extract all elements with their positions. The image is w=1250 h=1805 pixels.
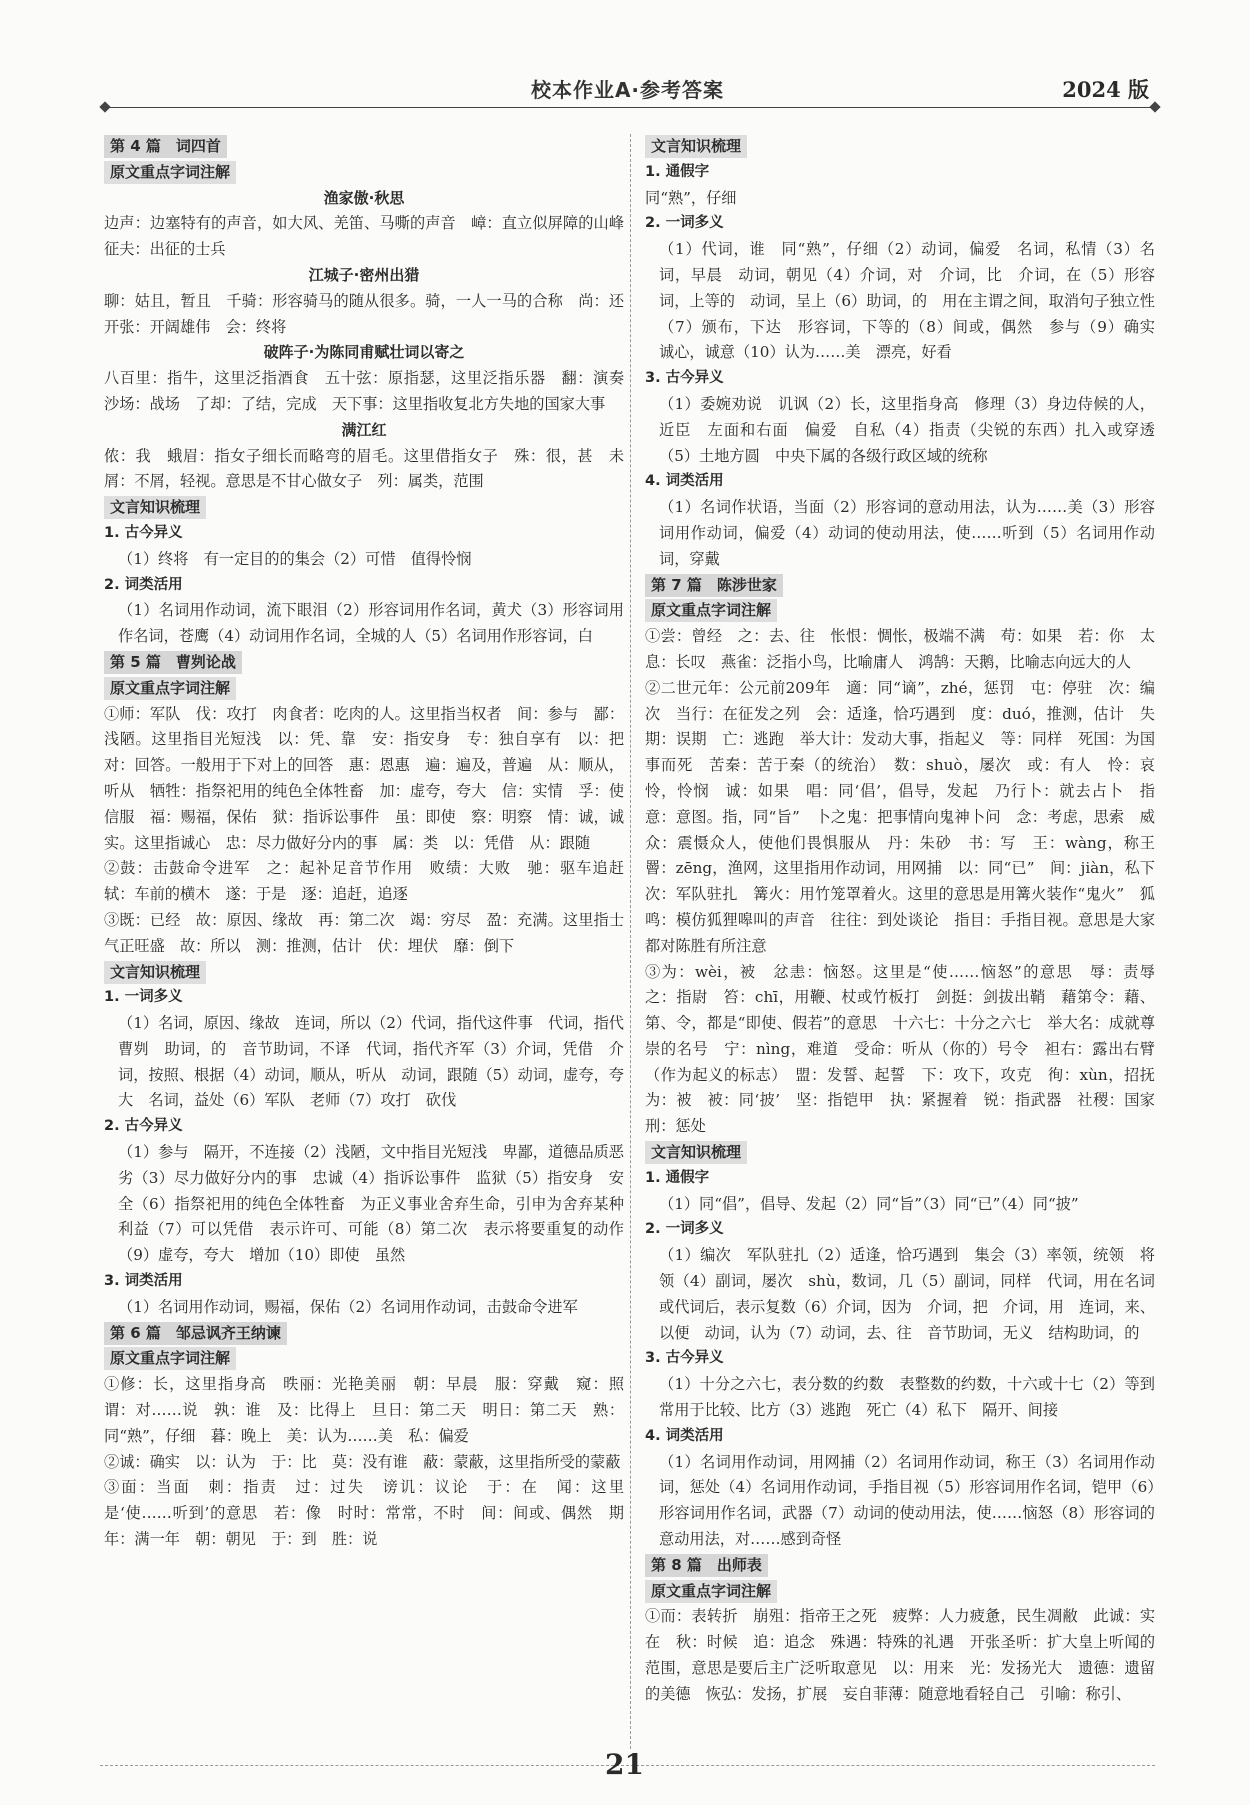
- section-heading-row: [645, 598, 1155, 624]
- item-heading: 2. 词类活用: [104, 576, 183, 593]
- section-heading: 原文重点字词注解: [104, 1347, 236, 1370]
- answer-paragraph: （1）名词用作动词，用网捕（2）名词用作动词，称王（3）名词用作动词，惩处（4）名词用作动词，手指目视（5）形容词用作名词，铠甲（6）形容词用作名词，武器（7）动词的使动用法，使……恼怒（8）形容词的意动用法，对……感到奇怪: [659, 1452, 1155, 1549]
- section-heading-row: [104, 676, 624, 702]
- answer-paragraph: （1）同“倡”，倡导、发起（2）同“旨”（3）同“已”（4）同“披”: [659, 1194, 1079, 1213]
- poem-title: 破阵子·为陈同甫赋壮词以寄之: [263, 343, 465, 362]
- page-number: 21: [605, 1748, 644, 1781]
- section-heading: 文言知识梳理: [104, 496, 206, 519]
- item-heading: 1. 通假字: [645, 163, 710, 180]
- chapter-heading: 第 4 篇 词四首: [104, 135, 227, 158]
- section-heading: 原文重点字词注解: [104, 161, 236, 184]
- answer-paragraph: （1）终将 有一定目的的集会（2）可惜 值得怜悯: [118, 549, 472, 568]
- section-heading-row: [645, 134, 1155, 160]
- answer-paragraph: （1）编次 军队驻扎（2）适逢，恰巧遇到 集会（3）率领，统领 将领（4）副词，屡次 shù，数词，几（5）副词，同样 代词，用在名词或代词后，表示复数（6）介词，因为 介词，把 介词，用 连词，来、以便 动词，认为（7）动词，去、往 音节助词，无义 结构助词，的: [659, 1246, 1155, 1342]
- chapter-heading: 第 8 篇 出师表: [645, 1554, 768, 1577]
- section-heading: 文言知识梳理: [104, 961, 206, 984]
- item-heading: 3. 词类活用: [104, 1273, 183, 1290]
- header-title: 校本作业A·参考答案: [530, 78, 725, 102]
- annotation-paragraph: ③为：wèi，被 忿恚：恼怒。这里是“使……恼怒”的意思 辱：责辱 之：指尉 笞：chī，用鞭、杖或竹板打 剑挺：剑拔出鞘 藉第令：藉、第、令，都是“即使、假若”的意思 十六七：十分之六七 举大名：成就尊崇的名号 宁：nìng，难道 受命：听从（你的）号令 袒右：露出右臂（作为起义的标志） 盟：发誓、起誓 下：攻下，攻克 徇：xùn，招抚 为：被 被：同‘披’ 坚：指铠甲 执：紧握着 锐：指武器 社稷：国家 刑：惩处: [645, 962, 1171, 1136]
- annotation-paragraph: ③既：已经 故：原因、缘故 再：第二次 竭：穷尽 盈：充满。这里指士气正旺盛 故：所以 测：推测，估计 伏：埋伏 靡：倒下: [104, 910, 624, 955]
- chapter-heading: 第 5 篇 曹刿论战: [104, 651, 242, 674]
- item-heading: 1. 古今异义: [104, 524, 183, 541]
- annotation-paragraph: 边声：边塞特有的声音，如大风、羌笛、马嘶的声音 嶂：直立似屏障的山峰 征夫：出征的士兵: [104, 214, 640, 259]
- answer-paragraph: （1）代词，谁 同“熟”，仔细（2）动词，偏爱 名词，私情（3）名词，早晨 动词，朝见（4）介词，对 介词，比 介词，在（5）形容词，上等的 动词，呈上（6）助词，的 用在主谓之间，取消句子独立性（7）颁布，下达 形容词，下等的（8）间或，偶然 参与（9）确实 诚心，诚意（10）认为……美 漂亮，好看: [659, 240, 1171, 362]
- answer-paragraph: （1）名词作状语，当面（2）形容词的意动用法，认为……美（3）形容词用作动词，偏爱（4）动词的使动用法，使……听到（5）名词用作动词，穿戴: [659, 498, 1155, 568]
- section-heading-row: [645, 1140, 1155, 1166]
- item-heading: 4. 词类活用: [645, 473, 724, 490]
- item-heading: 1. 一词多义: [104, 989, 183, 1006]
- chapter-heading: 第 7 篇 陈涉世家: [645, 574, 783, 597]
- section-heading-row: [104, 1346, 624, 1372]
- annotation-paragraph: ②二世元年：公元前209年 適：同“谪”，zhé，惩罚 屯：停驻 次：编次 当行：在征发之列 会：适逢，恰巧遇到 度：duó，推测，估计 失期：误期 亡：逃跑 举大计：发动大事，指起义 等：同样 死国：为国事而死 苦秦：苦于秦（的统治） 数：shuò，屡次 或：有人 怜：哀怜，怜悯 诚：如果 唱：同‘倡’，倡导，发起 乃行卜：就去占卜 指意：意图。指，同“旨” 卜之鬼：把事情向鬼神卜问 念：考虑，思索 威众：震慑众人，使他们畏惧服从 丹：朱砂 书：写 王：wàng，称王 罾：zēng，渔网，这里指用作动词，用网捕 以：同“已” 间：jiàn，私下 次：军队驻扎 篝火：用竹笼罩着火。这里的意思是用篝火装作“鬼火” 狐鸣：模仿狐狸嗥叫的声音 往往：到处谈论 指目：手指目视。意思是大家都对陈胜有所注意: [645, 678, 1171, 955]
- annotation-paragraph: 八百里：指牛，这里泛指酒食 五十弦：原指瑟，这里泛指乐器 翻：演奏 沙场：战场 了却：了结，完成 天下事：这里指收复北方失地的国家大事: [104, 369, 640, 413]
- column-divider: [630, 134, 631, 1749]
- poem-title: 江城子·密州出猎: [308, 265, 420, 284]
- answer-paragraph: （1）十分之六七，表分数的约数 表整数的约数，十六或十七（2）等到 常用于比较、比方（3）逃跑 死亡（4）私下 隔开、间接: [659, 1375, 1171, 1420]
- annotation-paragraph: 聊：姑且，暂且 千骑：形容骑马的随从很多。骑，一人一马的合称 尚：还 开张：开阔雄伟 会：终将: [104, 291, 640, 336]
- annotation-paragraph: ①尝：曾经 之：去、往 怅恨：惆怅，极端不满 苟：如果 若：你 太息：长叹 燕雀：泛指小鸟，比喻庸人 鸿鹄：天鹅，比喻志向远大的人: [645, 627, 1155, 671]
- edition-label: 2024 版: [1062, 77, 1149, 102]
- poem-title: 满江红: [341, 420, 387, 439]
- section-heading: 文言知识梳理: [645, 1141, 747, 1164]
- annotation-paragraph: 侬：我 蛾眉：指女子细长而略弯的眉毛。这里借指女子 殊：很，甚 未屑：不屑，轻视。意思是不甘心做女子 列：属类，范围: [104, 446, 624, 491]
- poem-title: 渔家傲·秋思: [323, 188, 405, 207]
- answer-paragraph: （1）委婉劝说 讥讽（2）长，这里指身高 修理（3）身边侍候的人，近臣 左面和右面 偏爱 自私（4）指责（尖锐的东西）扎入或穿透（5）土地方圆 中央下属的各级行政区域的统称: [659, 394, 1155, 465]
- annotation-paragraph: ②诚：确实 以：认为 于：比 莫：没有谁 蔽：蒙蔽，这里指所受的蒙蔽: [104, 1452, 621, 1471]
- answer-paragraph: （1）名词用作动词，流下眼泪（2）形容词用作名词，黄犬（3）形容词用作名词，苍鹰（4）动词用作名词，全城的人（5）名词用作形容词，白: [118, 601, 624, 646]
- left-column: [104, 134, 640, 1553]
- section-heading-row: [645, 1579, 1155, 1605]
- section-heading-row: [104, 495, 624, 521]
- item-heading: 3. 古今异义: [645, 1350, 724, 1367]
- annotation-paragraph: ①而：表转折 崩殂：指帝王之死 疲弊：人力疲惫，民生凋敝 此诚：实在 秋：时候 追：追念 殊遇：特殊的礼遇 开张圣听：扩大皇上听闻的范围，意思是要后主广泛听取意见 以：用来 光：发扬光大 遗德：遗留的美德 恢弘：发扬，扩展 妄自菲薄：随意地看轻自己 引喻：称引、: [645, 1607, 1155, 1703]
- answer-paragraph: （1）参与 隔开，不连接（2）浅陋，文中指目光短浅 卑鄙，道德品质恶劣（3）尽力做好分内的事 忠诚（4）指诉讼事件 监狱（5）指安身 安全（6）指祭祀用的纯色全体牲畜 为正义事业舍弃生命，引申为舍弃某种利益（7）可以凭借 表示许可、可能（8）第二次 表示将要重复的动作（9）虚夸，夸大 增加（10）即使 虽然: [118, 1143, 624, 1265]
- item-heading: 2. 一词多义: [645, 1221, 724, 1238]
- annotation-paragraph: ①师：军队 伐：攻打 肉食者：吃肉的人。这里指当权者 间：参与 鄙：浅陋。这里指目光短浅 以：凭、靠 安：指安身 专：独自享有 以：把 对：回答。一般用于下对上的回答 惠：恩惠 遍：遍及，普遍 从：顺从，听从 牺牲：指祭祀用的纯色全体牲畜 加：虚夸，夸大 信：实情 孚：使信服 福：赐福，保佑 狱：指诉讼事件 虽：即使 察：明察 情：诚，诚实。这里指诚心 忠：尽力做好分内的事 属：类 以：凭借 从：跟随: [104, 704, 640, 852]
- chapter-heading-row: [104, 1321, 624, 1347]
- annotation-paragraph: ②鼓：击鼓命令进军 之：起补足音节作用 败绩：大败 驰：驱车追赶 轼：车前的横木 遂：于是 逐：追赶，追逐: [104, 859, 640, 904]
- section-heading-row: [104, 160, 624, 186]
- chapter-heading-row: [104, 134, 624, 160]
- item-heading: 1. 通假字: [645, 1169, 710, 1186]
- section-heading: 文言知识梳理: [645, 135, 747, 158]
- section-heading: 原文重点字词注解: [645, 1580, 777, 1603]
- section-heading: 原文重点字词注解: [645, 599, 777, 622]
- chapter-heading: 第 6 篇 邹忌讽齐王纳谏: [104, 1322, 287, 1345]
- section-heading: 原文重点字词注解: [104, 677, 236, 700]
- chapter-heading-row: [645, 573, 1155, 599]
- item-heading: 2. 古今异义: [104, 1118, 183, 1135]
- page-header: [100, 74, 1155, 102]
- right-column: [645, 134, 1171, 1708]
- item-heading: 2. 一词多义: [645, 215, 724, 232]
- annotation-paragraph: ①修：长，这里指身高 昳丽：光艳美丽 朝：早晨 服：穿戴 窥：照 谓：对……说 孰：谁 及：比得上 旦日：第二天 明日：第二天 熟：同“熟”，仔细 暮：晚上 美：认为……美 私：偏爱: [104, 1375, 640, 1445]
- header-rule: [105, 107, 1155, 108]
- answer-paragraph: （1）名词，原因、缘故 连词，所以（2）代词，指代这件事 代词，指代曹刿 助词，的 音节助词，不译 代词，指代齐军（3）介词，凭借 介词，按照、根据（4）动词，顺从，听从 动词，跟随（5）动词，虚夸，夸大 名词，益处（6）军队 老师（7）攻打 砍伐: [118, 1014, 624, 1110]
- item-heading: 3. 古今异义: [645, 370, 724, 387]
- item-heading: 4. 词类活用: [645, 1427, 724, 1444]
- chapter-heading-row: [645, 1553, 1155, 1579]
- answer-paragraph: （1）名词用作动词，赐福，保佑（2）名词用作动词，击鼓命令进军: [118, 1297, 578, 1316]
- section-heading-row: [104, 960, 624, 986]
- annotation-paragraph: ③面：当面 刺：指责 过：过失 谤讥：议论 于：在 闻：这里是‘使……听到’的意思 若：像 时时：常常，不时 间：间或、偶然 期年：满一年 朝：朝见 于：到 胜：说: [104, 1478, 624, 1549]
- chapter-heading-row: [104, 650, 624, 676]
- annotation-paragraph: 同“熟”，仔细: [645, 188, 737, 207]
